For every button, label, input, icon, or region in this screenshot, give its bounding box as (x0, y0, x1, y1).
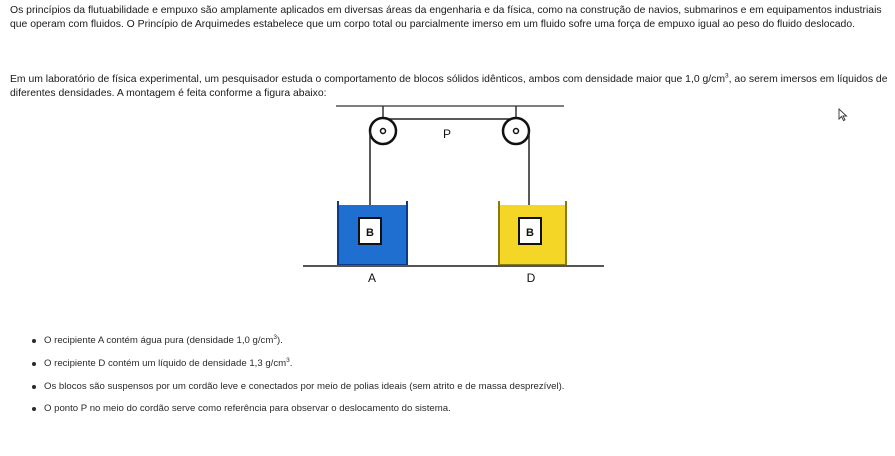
container-a-label: A (367, 271, 377, 285)
list-item: O ponto P no meio do cordão serve como referência para observar o deslocamento do sistema. (30, 403, 564, 426)
setup-paragraph-main: Em um laboratório de física experimental, um pesquisador estuda o comportamento de blocos sólidos idênticos, ambos com densidade maior que 1,0 g/cm (10, 74, 726, 85)
list-item: Os blocos são suspensos por um cordão leve e conectados por meio de polias ideais (sem atrito e de massa desprezível). (30, 381, 564, 404)
mouse-pointer-icon (838, 108, 848, 122)
intro-paragraph: Os princípios da flutuabilidade e empuxo são amplamente aplicados em diversas áreas da engenharia e da física, como na construção de navios, submarinos e em equipamentos industriais que operam com fluidos. O Princípio de Arquimedes estabelece que um corpo total ou parcialmente imerso em um fluido sofre uma força de empuxo igual ao peso do fluido deslocado. (10, 5, 882, 30)
left-pulley-axle (381, 129, 386, 134)
setup-paragraph-end: , ao serem imersos em líquidos de diferentes densidades. A montagem é feita conforme a figura abaixo: (10, 74, 888, 99)
point-p-label: P (442, 127, 452, 141)
setup-paragraph-sup: 3 (725, 72, 729, 80)
block-b-right-label: B (526, 227, 534, 239)
right-pulley-axle (514, 129, 519, 134)
list-item: O recipiente A contém água pura (densidade 1,0 $g/cm^3$). (30, 335, 564, 358)
list-item: O recipiente D contém um líquido de densidade 1,3 $g/cm^3$. (30, 358, 564, 381)
container-d-label: D (526, 271, 536, 285)
block-b-left-label: B (366, 227, 374, 239)
conditions-list (30, 335, 564, 426)
